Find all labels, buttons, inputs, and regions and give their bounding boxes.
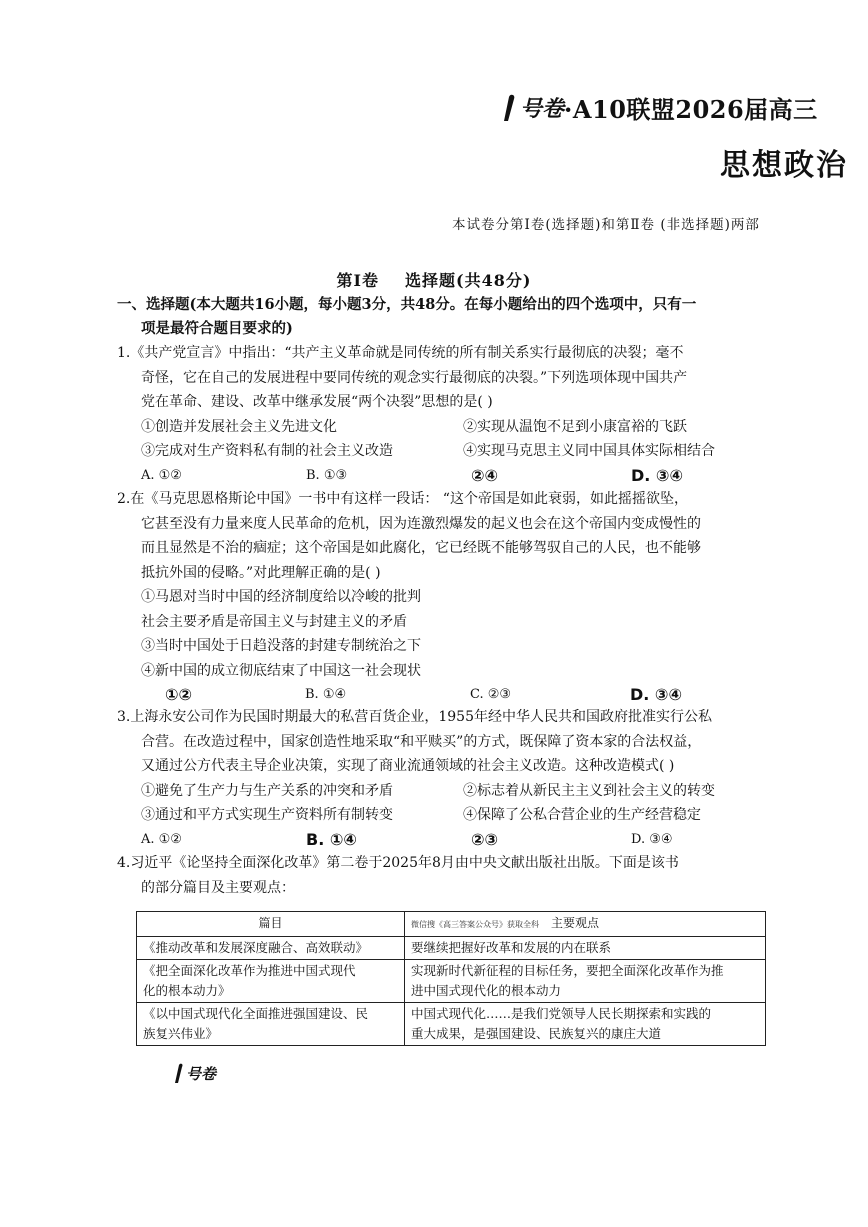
- q2-stem-line4: 抵抗外国的侵略。”对此理解正确的是( ): [141, 564, 381, 581]
- question-4: [117, 851, 792, 900]
- table-cell-title: [137, 1003, 405, 1046]
- q1-statement-3: ③完成对生产资料私有制的社会主义改造: [141, 443, 393, 459]
- q2-statement-2: 社会主要矛盾是帝国主义与封建主义的矛盾: [141, 613, 407, 630]
- part-one-line2: 项是最符合题目要求的): [141, 320, 293, 337]
- brand-logo-icon: [500, 93, 516, 123]
- table-row: [137, 1003, 766, 1046]
- q2-choice-a[interactable]: ①②: [165, 685, 193, 704]
- cell-line: 化的根本动力》: [143, 983, 231, 998]
- q2-choice-d[interactable]: D. ③④: [630, 685, 683, 704]
- table-header-views: [405, 912, 766, 937]
- cell-line: 《推动改革和发展深度融合、高效联动》: [143, 940, 369, 955]
- q2-statement-3: ③当时中国处于日趋没落的封建专制统治之下: [141, 638, 421, 654]
- q3-statements: [117, 779, 792, 828]
- footer-logo-script: 号卷: [186, 1064, 217, 1083]
- part-one-heading: [117, 293, 797, 341]
- q4-stem-line2: 的部分篇目及主要观点：: [141, 879, 295, 896]
- q2-stem-line2: 它甚至没有力量来度人民革命的危机，因为连激烈爆发的起义也会在这个帝国内变成慢性的: [141, 515, 701, 532]
- q2-choices: [117, 683, 792, 708]
- q3-statement-3: ③通过和平方式实现生产资料所有制转变: [141, 807, 393, 823]
- q1-statement-1: ①创造并发展社会主义先进文化: [141, 418, 337, 435]
- q2-stem-line1: 2.在《马克思恩格斯论中国》一书中有这样一段话： “这个帝国是如此衰弱，如此摇摇欲坠，: [117, 491, 688, 507]
- exam-intro: 本试卷分第Ⅰ卷(选择题)和第Ⅱ卷 (非选择题)两部: [452, 217, 760, 233]
- q1-statements: [117, 415, 792, 464]
- cell-line: 进中国式现代化的根本动力: [411, 983, 562, 998]
- section-title: [0, 268, 868, 291]
- brand-title: ·A10联盟2026届高三: [564, 95, 818, 124]
- brand-script: 号卷: [520, 96, 565, 122]
- table-cell-view: [405, 937, 766, 960]
- table-header-views-label: 主要观点: [551, 916, 600, 930]
- cell-line: 《以中国式现代化全面推进强国建设、民: [143, 1006, 369, 1021]
- cell-line: 中国式现代化……是我们党领导人民长期探索和实践的: [411, 1006, 712, 1021]
- q2-stem-line3: 而且显然是不治的痼症；这个帝国是如此腐化，它已经既不能够驾驭自己的人民，也不能够: [141, 540, 701, 556]
- q3-choice-d[interactable]: D. ③④: [631, 831, 673, 847]
- section-subtitle: 选择题(共48分): [405, 271, 532, 290]
- q1-choice-c[interactable]: ②④: [471, 465, 499, 485]
- q1-stem-line3: 党在革命、建设、改革中继承发展“两个决裂”思想的是( ): [141, 394, 493, 410]
- table-cell-view: [405, 1003, 766, 1046]
- exam-brand: [500, 90, 818, 125]
- table-row: [137, 937, 766, 960]
- subject-title: 思想政治: [720, 148, 848, 183]
- q3-statement-4: ④保障了公私合营企业的生产经营稳定: [463, 807, 701, 823]
- q2-statement-1: ①马恩对当时中国的经济制度给以冷峻的批判: [141, 589, 421, 605]
- table-row: [137, 960, 766, 1003]
- q3-statement-2: ②标志着从新民主主义到社会主义的转变: [463, 782, 715, 799]
- section-volume: 第Ⅰ卷: [336, 271, 380, 290]
- cell-line: 重大成果，是强国建设、民族复兴的康庄大道: [411, 1026, 662, 1041]
- q1-choice-b[interactable]: B. ①③: [306, 467, 348, 483]
- q1-stem-line2: 奇怪，它在自己的发展进程中要同传统的观念实行最彻底的决裂。”下列选项体现中国共产: [141, 369, 688, 386]
- q3-choice-c[interactable]: ②③: [471, 829, 499, 849]
- q1-choices: [117, 464, 792, 489]
- q3-choice-b[interactable]: B. ①④: [306, 829, 357, 849]
- table-cell-title: [137, 937, 405, 960]
- q3-stem-line3: 又通过公方代表主导企业决策，实现了商业流通领域的社会主义改造。这种改造模式( ): [141, 758, 675, 774]
- cell-line: 实现新时代新征程的目标任务，要把全面深化改革作为推: [411, 963, 724, 978]
- q3-choices: [117, 828, 792, 853]
- question-1: [117, 341, 792, 488]
- q2-choice-c[interactable]: C. ②③: [470, 687, 512, 702]
- table-cell-view: [405, 960, 766, 1003]
- cell-line: 《把全面深化改革作为推进中国式现代: [143, 963, 356, 978]
- q4-stem-line1: 4.习近平《论坚持全面深化改革》第二卷于2025年8月由中央文献出版社出版。下面是该书: [117, 855, 679, 871]
- q3-statement-1: ①避免了生产力与生产关系的冲突和矛盾: [141, 782, 393, 799]
- q2-statements: [117, 585, 792, 683]
- question-2: [117, 487, 792, 708]
- table-header-title: 篇目: [137, 912, 405, 937]
- q1-stem-line1: 1.《共产党宣言》中指出：“共产主义革命就是同传统的所有制关系实行最彻底的决裂；毫不: [117, 345, 684, 361]
- q2-choice-b[interactable]: B. ①④: [305, 687, 347, 702]
- table-header-row: [137, 912, 766, 937]
- footer-logo: [173, 1062, 216, 1084]
- cell-line: 族复兴伟业》: [143, 1026, 219, 1041]
- q1-statement-2: ②实现从温饱不足到小康富裕的飞跃: [463, 418, 687, 435]
- q3-stem-line1: 3.上海永安公司作为民国时期最大的私营百货企业，1955年经中华人民共和国政府批准实行公私: [117, 709, 712, 725]
- part-one-line1: 一、选择题(本大题共16小题，每小题3分，共48分。在每小题给出的四个选项中，只有一: [117, 296, 697, 313]
- q1-choice-a[interactable]: A. ①②: [141, 467, 182, 483]
- q4-table: [136, 911, 766, 1046]
- q3-stem-line2: 合营。在改造过程中，国家创造性地采取“和平赎买”的方式，既保障了资本家的合法权益，: [141, 733, 702, 750]
- q1-choice-d[interactable]: D. ③④: [631, 465, 684, 485]
- q3-choice-a[interactable]: A. ①②: [141, 831, 182, 847]
- q1-statement-4: ④实现马克思主义同中国具体实际相结合: [463, 443, 715, 459]
- footer-logo-icon: [173, 1062, 183, 1084]
- watermark-text: 微信搜《高三答案公众号》获取全科: [411, 920, 539, 929]
- question-3: [117, 705, 792, 852]
- table-cell-title: [137, 960, 405, 1003]
- cell-line: 要继续把握好改革和发展的内在联系: [411, 940, 612, 955]
- q2-statement-4: ④新中国的成立彻底结束了中国这一社会现状: [141, 662, 421, 679]
